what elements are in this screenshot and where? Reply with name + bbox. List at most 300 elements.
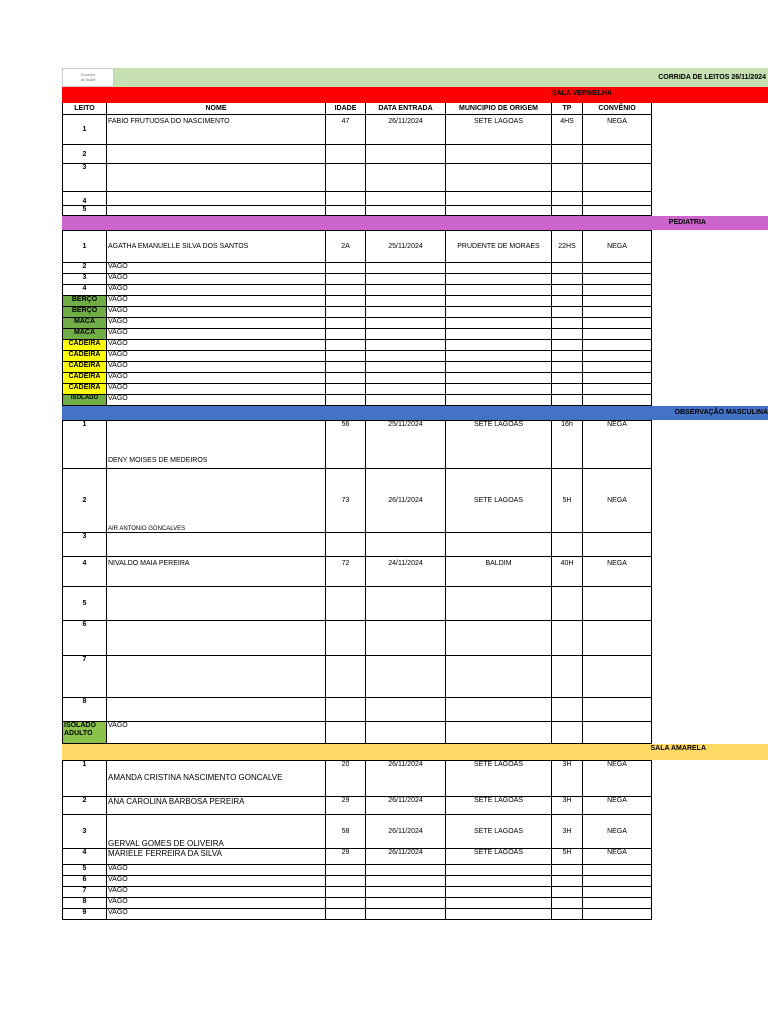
cell-convenio [583,909,652,920]
cell-data: 25/11/2024 [366,421,446,469]
cell-idade [326,656,366,698]
cell-municipio [446,533,552,557]
cell-idade [326,263,366,274]
cell-municipio [446,865,552,876]
cell-municipio [446,384,552,395]
cell-data [366,206,446,216]
cell-municipio [446,263,552,274]
cell-data [366,722,446,744]
cell-data [366,865,446,876]
cell-municipio [446,876,552,887]
cell-idade [326,362,366,373]
table-row [63,698,652,722]
cell-leito: 7 [63,656,107,698]
cell-municipio: SETE LAGOAS [446,115,552,145]
patient-name: AMANDA CRISTINA NASCIMENTO GONCALVE [108,773,283,782]
column-header-row [63,102,652,115]
table-sala-vermelha [62,101,652,216]
cell-nome: VAGO [107,898,326,909]
table-row [63,557,652,587]
table-row [63,656,652,698]
cell-leito: 5 [63,587,107,621]
cell-data [366,898,446,909]
cell-convenio [583,263,652,274]
cell-tp [552,145,583,164]
cell-leito: 2 [63,797,107,815]
table-row [63,274,652,285]
cell-leito: ISOLADO [63,395,107,406]
title-bar [62,68,768,87]
cell-idade: 56 [326,421,366,469]
cell-convenio [583,373,652,384]
cell-idade [326,285,366,296]
cell-idade [326,274,366,285]
cell-convenio [583,351,652,362]
section-band-sala-amarela [62,744,768,760]
table-row [63,865,652,876]
cell-tp [552,164,583,192]
cell-nome: AIR ANTONIO GONCALVES [107,469,326,533]
cell-nome: VAGO [107,384,326,395]
cell-municipio [446,329,552,340]
cell-data [366,340,446,351]
cell-municipio [446,909,552,920]
cell-data [366,351,446,362]
cell-convenio: NEGA [583,815,652,849]
cell-leito: 1 [63,421,107,469]
cell-leito: BERÇO [63,307,107,318]
cell-data [366,285,446,296]
cell-data [366,698,446,722]
section-band-sala-vermelha [62,87,768,103]
cell-nome: VAGO [107,318,326,329]
cell-idade [326,722,366,744]
section-label: PEDIATRIA [668,219,706,226]
cell-tp [552,296,583,307]
cell-leito: CADEIRA [63,384,107,395]
table-row [63,533,652,557]
patient-name: DENY MOISES DE MEDEIROS [108,457,208,464]
cell-idade [326,340,366,351]
cell-municipio [446,318,552,329]
cell-municipio [446,722,552,744]
cell-tp [552,656,583,698]
table-row [63,206,652,216]
hospital-logo: Garantia da Saúde [62,68,114,87]
cell-leito: 4 [63,557,107,587]
cell-convenio [583,307,652,318]
cell-convenio [583,887,652,898]
cell-municipio [446,656,552,698]
cell-data: 26/11/2024 [366,761,446,797]
cell-data [366,656,446,698]
cell-nome: VAGO [107,263,326,274]
cell-nome: VAGO [107,274,326,285]
cell-nome: AGATHA EMANUELLE SILVA DOS SANTOS [107,231,326,263]
cell-nome [107,145,326,164]
cell-idade [326,909,366,920]
cell-nome: NIVALDO MAIA PEREIRA [107,557,326,587]
table-row [63,329,652,340]
cell-leito: 8 [63,898,107,909]
cell-convenio [583,384,652,395]
cell-leito: 3 [63,815,107,849]
cell-municipio [446,285,552,296]
cell-tp [552,533,583,557]
cell-municipio [446,698,552,722]
table-row [63,145,652,164]
cell-convenio [583,698,652,722]
cell-data [366,362,446,373]
cell-convenio: NEGA [583,797,652,815]
table-row [63,887,652,898]
section-band-pediatria [62,216,768,230]
cell-leito: 8 [63,698,107,722]
table-row [63,876,652,887]
cell-nome [107,698,326,722]
cell-idade: 47 [326,115,366,145]
cell-leito: 4 [63,192,107,206]
cell-tp [552,373,583,384]
cell-nome: VAGO [107,395,326,406]
cell-data [366,164,446,192]
cell-leito: 5 [63,865,107,876]
cell-data [366,192,446,206]
cell-idade: 2A [326,231,366,263]
cell-idade [326,384,366,395]
cell-municipio [446,887,552,898]
cell-convenio [583,362,652,373]
cell-data [366,395,446,406]
cell-nome: VAGO [107,285,326,296]
cell-municipio [446,621,552,656]
cell-idade: 58 [326,815,366,849]
cell-leito: 7 [63,887,107,898]
cell-municipio [446,395,552,406]
table-row [63,395,652,406]
cell-nome [107,164,326,192]
cell-data [366,329,446,340]
cell-idade [326,206,366,216]
table-row [63,815,652,849]
section-label: SALA AMARELA [650,745,706,752]
cell-leito: 6 [63,621,107,656]
cell-leito: ISOLADO ADULTO [63,722,107,744]
cell-convenio: NEGA [583,557,652,587]
col-header-idade: IDADE [326,102,366,115]
cell-nome: VAGO [107,722,326,744]
cell-idade [326,395,366,406]
cell-convenio [583,722,652,744]
cell-data: 24/11/2024 [366,557,446,587]
cell-municipio: SETE LAGOAS [446,815,552,849]
cell-idade [326,865,366,876]
cell-nome: VAGO [107,362,326,373]
cell-idade: 29 [326,849,366,865]
cell-data [366,274,446,285]
cell-tp: 4HS [552,115,583,145]
cell-data [366,373,446,384]
cell-municipio [446,307,552,318]
cell-leito: CADEIRA [63,362,107,373]
cell-tp [552,395,583,406]
col-header-nome: NOME [107,102,326,115]
cell-convenio [583,274,652,285]
cell-convenio [583,164,652,192]
cell-convenio [583,587,652,621]
table-row [63,373,652,384]
cell-leito: 9 [63,909,107,920]
cell-data: 26/11/2024 [366,469,446,533]
cell-data [366,533,446,557]
cell-idade [326,621,366,656]
cell-nome [107,761,326,797]
section-band-observacao [62,406,768,420]
cell-idade: 72 [326,557,366,587]
cell-tp: 40H [552,557,583,587]
cell-leito: 3 [63,533,107,557]
cell-tp: 3H [552,815,583,849]
cell-idade [326,587,366,621]
table-row [63,318,652,329]
cell-convenio [583,395,652,406]
cell-municipio: SETE LAGOAS [446,849,552,865]
cell-tp [552,587,583,621]
cell-nome: VAGO [107,373,326,384]
cell-tp [552,898,583,909]
cell-municipio: SETE LAGOAS [446,797,552,815]
cell-municipio [446,145,552,164]
cell-tp [552,274,583,285]
cell-convenio: NEGA [583,231,652,263]
cell-tp: 16h [552,421,583,469]
cell-data: 26/11/2024 [366,815,446,849]
cell-tp [552,876,583,887]
cell-leito: CADEIRA [63,351,107,362]
cell-idade [326,192,366,206]
cell-convenio [583,318,652,329]
cell-convenio [583,656,652,698]
cell-convenio: NEGA [583,469,652,533]
cell-municipio: BALDIM [446,557,552,587]
cell-nome: VAGO [107,329,326,340]
cell-municipio: SETE LAGOAS [446,421,552,469]
cell-tp [552,351,583,362]
cell-leito: CADEIRA [63,340,107,351]
col-header-leito: LEITO [63,102,107,115]
cell-leito: MACA [63,329,107,340]
cell-tp [552,318,583,329]
cell-tp: 5H [552,849,583,865]
cell-municipio [446,274,552,285]
cell-nome [107,587,326,621]
col-header-municipio: MUNICIPIO DE ORIGEM [446,102,552,115]
cell-convenio [583,865,652,876]
cell-tp [552,384,583,395]
cell-nome [107,421,326,469]
cell-convenio [583,192,652,206]
cell-municipio [446,164,552,192]
cell-leito: MACA [63,318,107,329]
table-row [63,797,652,815]
cell-idade [326,351,366,362]
cell-data: 26/11/2024 [366,849,446,865]
cell-convenio [583,296,652,307]
table-observacao [62,420,652,744]
table-row [63,849,652,865]
table-row [63,621,652,656]
cell-idade: 20 [326,761,366,797]
cell-municipio [446,296,552,307]
cell-municipio [446,587,552,621]
cell-data [366,145,446,164]
cell-leito: 5 [63,206,107,216]
cell-idade [326,698,366,722]
cell-tp [552,722,583,744]
cell-idade [326,329,366,340]
cell-nome: VAGO [107,351,326,362]
cell-tp [552,887,583,898]
cell-convenio [583,621,652,656]
cell-municipio [446,351,552,362]
cell-leito: 2 [63,263,107,274]
cell-idade [326,887,366,898]
cell-tp [552,329,583,340]
cell-data [366,384,446,395]
table-row [63,898,652,909]
cell-tp [552,362,583,373]
cell-tp [552,192,583,206]
table-row [63,231,652,263]
cell-tp [552,698,583,722]
cell-nome: VAGO [107,876,326,887]
cell-municipio [446,898,552,909]
cell-idade: 29 [326,797,366,815]
table-row [63,307,652,318]
cell-nome: VAGO [107,909,326,920]
table-row [63,469,652,533]
cell-convenio [583,285,652,296]
table-row [63,722,652,744]
cell-convenio [583,206,652,216]
cell-tp: 3H [552,761,583,797]
table-row [63,340,652,351]
cell-idade [326,876,366,887]
cell-leito: BERÇO [63,296,107,307]
cell-nome [107,533,326,557]
cell-data [366,263,446,274]
cell-data [366,621,446,656]
cell-nome: MARIELE FERREIRA DA SILVA [107,849,326,865]
cell-leito: 2 [63,469,107,533]
cell-leito: CADEIRA [63,373,107,384]
cell-municipio: PRUDENTE DE MORAES [446,231,552,263]
cell-idade [326,373,366,384]
cell-leito: 6 [63,876,107,887]
section-label: OBSERVAÇÃO MASCULINA [674,409,768,416]
table-row [63,285,652,296]
cell-idade [326,296,366,307]
table-sala-amarela [62,760,652,920]
cell-idade [326,898,366,909]
table-row [63,164,652,192]
cell-leito: 3 [63,274,107,285]
cell-leito: 2 [63,145,107,164]
table-row [63,362,652,373]
section-label: SALA VERMELHA [551,90,612,97]
table-row [63,761,652,797]
table-row [63,351,652,362]
cell-convenio: NEGA [583,761,652,797]
cell-convenio [583,340,652,351]
cell-convenio: NEGA [583,849,652,865]
cell-municipio: SETE LAGOAS [446,469,552,533]
cell-nome: GERVAL GOMES DE OLIVEIRA [107,815,326,849]
sheet-title: CORRIDA DE LEITOS 26/11/2024 [658,74,766,81]
cell-tp [552,206,583,216]
cell-idade [326,318,366,329]
cell-tp [552,285,583,296]
cell-data [366,296,446,307]
table-row [63,421,652,469]
cell-nome [107,206,326,216]
cell-idade: 73 [326,469,366,533]
cell-convenio: NEGA [583,421,652,469]
cell-idade [326,533,366,557]
table-row [63,263,652,274]
cell-nome [107,192,326,206]
cell-idade [326,307,366,318]
table-row [63,296,652,307]
cell-data [366,887,446,898]
cell-data [366,909,446,920]
cell-data: 26/11/2024 [366,115,446,145]
cell-municipio [446,340,552,351]
cell-municipio [446,192,552,206]
cell-nome: FABIO FRUTUOSA DO NASCIMENTO [107,115,326,145]
table-row [63,909,652,920]
cell-nome: VAGO [107,307,326,318]
col-header-convenio: CONVÊNIO [583,102,652,115]
cell-nome: VAGO [107,340,326,351]
cell-convenio [583,145,652,164]
cell-leito: 4 [63,849,107,865]
cell-leito: 1 [63,115,107,145]
table-row [63,384,652,395]
table-pediatria [62,230,652,406]
cell-data [366,318,446,329]
cell-nome: VAGO [107,296,326,307]
cell-convenio [583,876,652,887]
cell-nome: VAGO [107,865,326,876]
cell-convenio [583,898,652,909]
cell-leito: 3 [63,164,107,192]
cell-municipio [446,206,552,216]
cell-tp: 22HS [552,231,583,263]
cell-leito: 1 [63,231,107,263]
cell-tp [552,340,583,351]
cell-convenio [583,533,652,557]
cell-leito: 1 [63,761,107,797]
cell-convenio [583,329,652,340]
cell-tp: 3H [552,797,583,815]
cell-nome: VAGO [107,887,326,898]
col-header-data: DATA ENTRADA [366,102,446,115]
cell-tp [552,909,583,920]
cell-idade [326,164,366,192]
table-row [63,587,652,621]
cell-municipio [446,373,552,384]
